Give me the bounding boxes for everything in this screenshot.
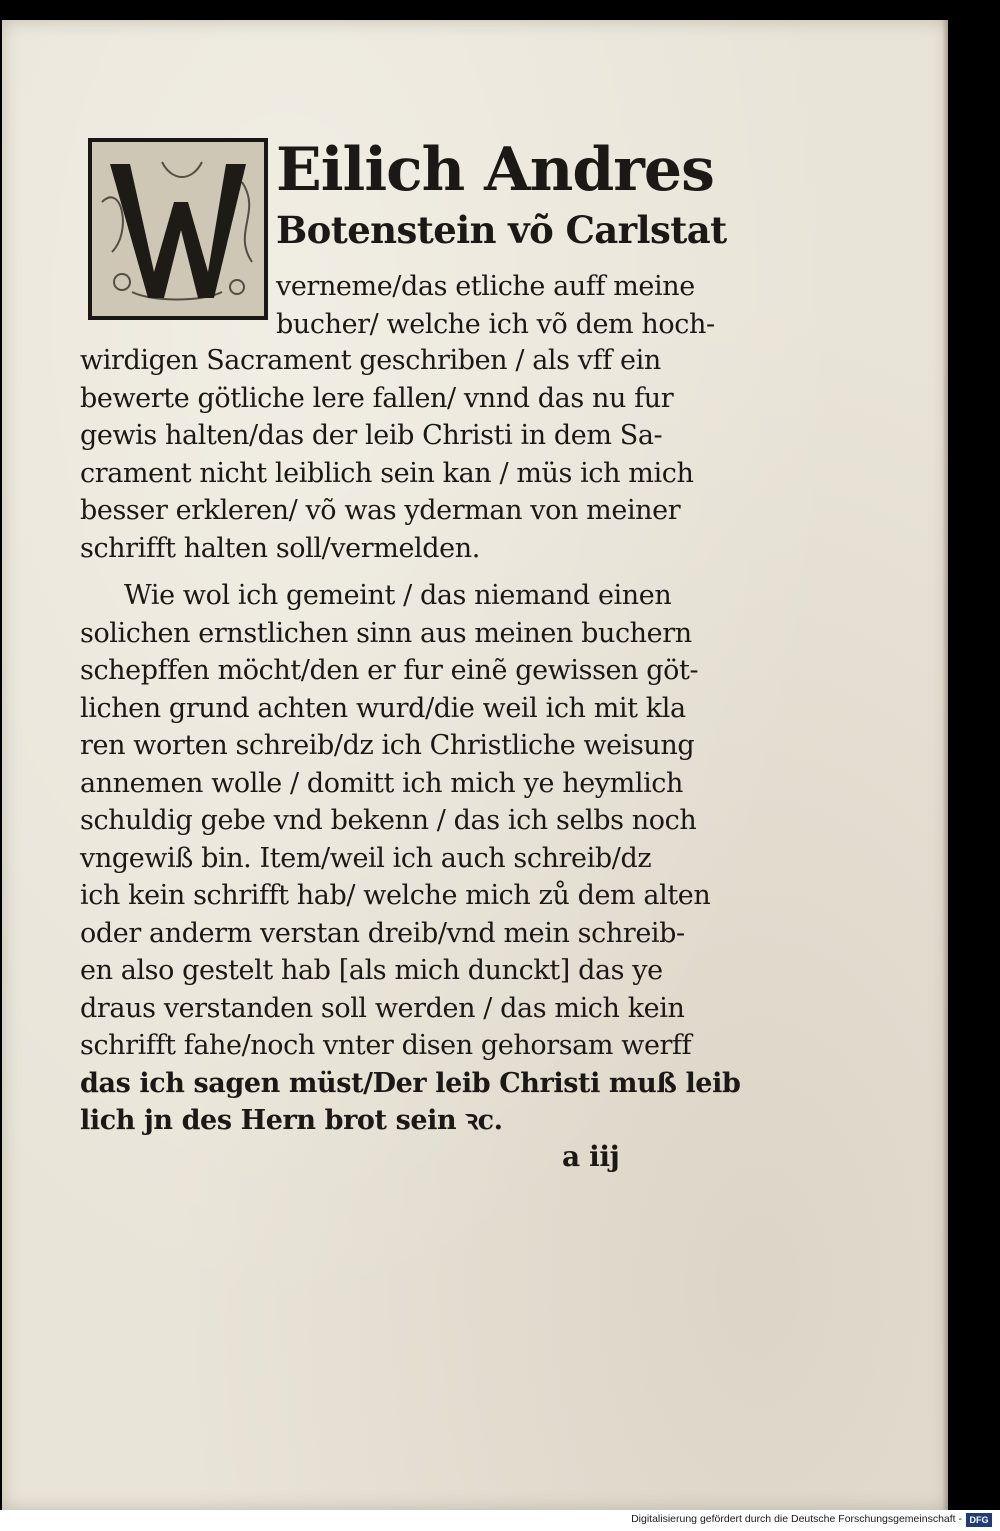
text-line: bewerte götliche lere fallen/ vnnd das nu fur [80, 382, 674, 414]
text-line: oder anderm verstan dreib/vnd mein schreib- [80, 917, 685, 949]
text-line: schrifft fahe/noch vnter disen gehorsam werff [80, 1030, 692, 1061]
dfg-logo-icon: DFG [966, 1513, 992, 1527]
signature-mark: a iij [562, 1140, 620, 1173]
text-line: annemen wolle / domitt ich mich ye heymlich [80, 767, 684, 799]
text-line: Wie wol ich gemeint / das niemand einen [124, 580, 672, 611]
book-page [2, 20, 948, 1510]
text-line: ren worten schreib/dz ich Christliche weisung [80, 730, 695, 761]
text-line: wirdigen Sacrament geschriben / als vff ein [80, 345, 661, 376]
heading-line-1: Eilich Andres [276, 135, 714, 205]
heading-line-2: Botenstein võ Carlstat [276, 208, 727, 252]
text-line: lichen grund achten wurd/die weil ich mit kla [80, 692, 686, 724]
text-line: lich jn des Hern brot sein ꝛc. [80, 1105, 503, 1136]
text-line: solichen ernstlichen sinn aus meinen buchern [80, 617, 692, 649]
heading [276, 134, 727, 254]
text-line: das ich sagen müst/Der leib Christi muß leib [80, 1067, 741, 1099]
text-line: schepffen möcht/den er fur einẽ gewissen göt- [80, 655, 699, 686]
text-line: ich kein schrifft hab/ welche mich zů dem alten [80, 880, 711, 911]
text-line: schrifft halten soll/vermelden. [80, 532, 480, 564]
indented-lines [276, 268, 720, 343]
body-text [80, 342, 741, 1140]
text-line: besser erkleren/ võ was yderman von meiner [80, 495, 681, 526]
text-line: bucher/ welche ich võ dem hoch- [276, 308, 715, 340]
text-line: vngewiß bin. Item/weil ich auch schreib/dz [80, 842, 652, 874]
text-line: draus verstanden soll werden / das mich kein [80, 992, 685, 1024]
footer-credit-bar [0, 1510, 1000, 1531]
text-line: verneme/das etliche auff meine [276, 271, 695, 302]
text-line: crament nicht leiblich sein kan / müs ich mich [80, 457, 694, 489]
decorated-initial-w-icon [92, 142, 264, 316]
initial-letter [173, 254, 184, 265]
text-line: gewis halten/das der leib Christi in dem Sa- [80, 420, 663, 451]
footer-credit-text: Digitalisierung gefördert durch die Deutsche Forschungsgemeinschaft - [631, 1513, 962, 1525]
text-line: schuldig gebe vnd bekenn / das ich selbs noch [80, 805, 697, 836]
paragraph-gap [80, 567, 720, 577]
page-edge-shadow [942, 20, 948, 1510]
text-line: en also gestelt hab [als mich dunckt] das ye [80, 955, 663, 986]
decorated-initial [88, 138, 268, 320]
